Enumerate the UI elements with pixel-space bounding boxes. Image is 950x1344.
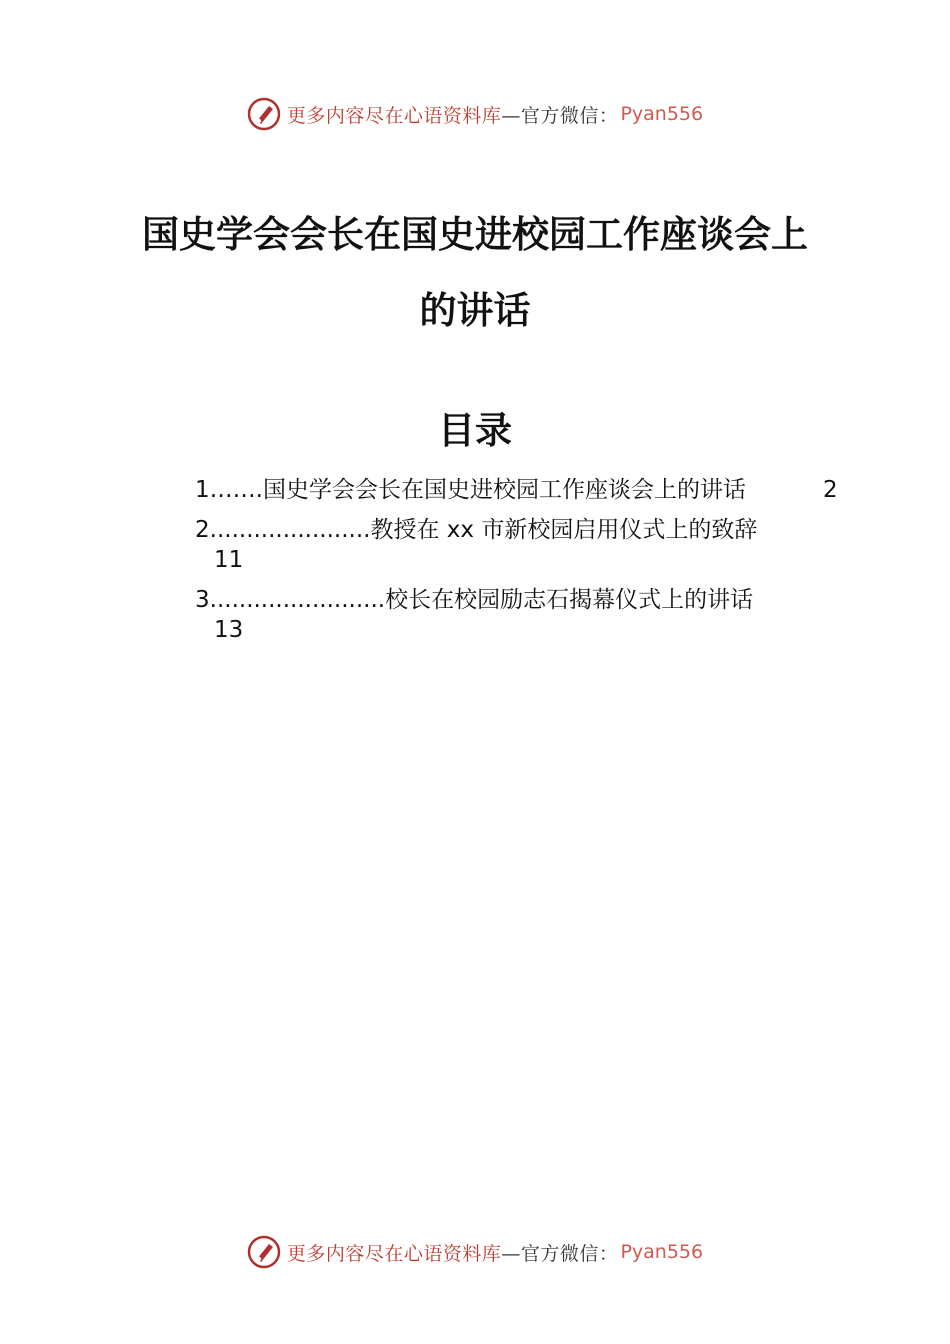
toc-entry-2-text[interactable]: 2......................教授在 xx 市新校园启用仪式上的致辞 [195,517,758,543]
pen-nib-logo-icon [247,1235,281,1269]
banner-separator: —官方微信： [501,1242,619,1265]
header-banner [0,92,950,136]
toc-entry-2-page: 11 [214,547,244,573]
document-title-line-1: 国史学会会长在国史进校园工作座谈会上 [142,212,808,256]
banner-wechat-handle: Pyan556 [620,103,704,125]
toc-heading: 目录 [438,408,512,452]
banner-brand-text: 更多内容尽在心语资料库 [286,104,502,127]
banner-separator: —官方微信： [501,104,619,127]
toc-entry-3-page: 13 [214,617,244,643]
footer-banner [0,1230,950,1274]
toc-entry-1-text[interactable]: 1…….国史学会会长在国史进校园工作座谈会上的讲话 [195,477,746,503]
document-title-line-2: 的讲话 [419,288,531,332]
banner-brand-text: 更多内容尽在心语资料库 [286,1242,502,1265]
pen-nib-logo-icon [247,97,281,131]
banner-wechat-handle: Pyan556 [620,1241,704,1263]
toc-entry-1-page: 2 [823,477,838,503]
toc-entry-3-text[interactable]: 3........................校长在校园励志石揭幕仪式上的讲话 [195,587,754,613]
